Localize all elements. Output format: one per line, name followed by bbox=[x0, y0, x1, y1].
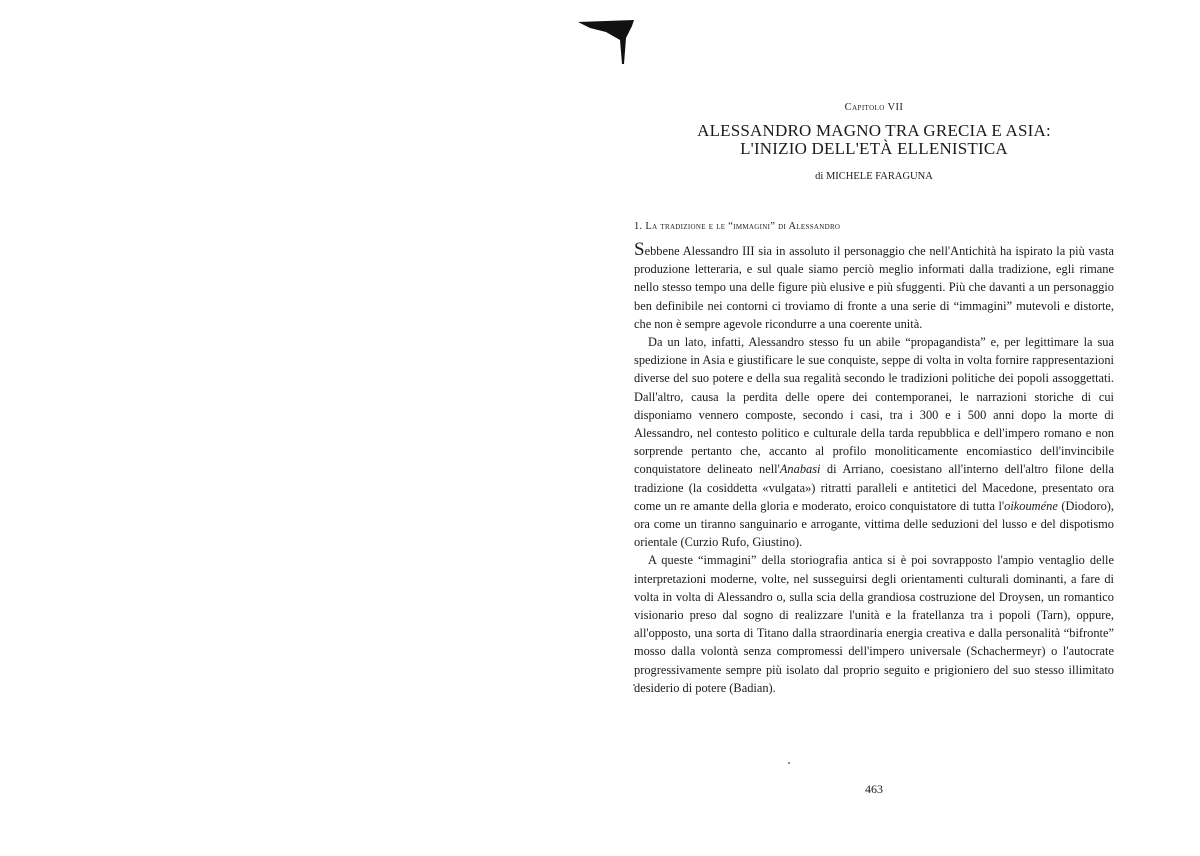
chapter-author: di MICHELE FARAGUNA bbox=[815, 171, 933, 182]
page-number: 463 bbox=[865, 782, 883, 796]
stray-mark bbox=[788, 762, 790, 764]
body-text bbox=[634, 239, 1114, 697]
paragraph-text: A queste “immagini” della storiografia antica si è poi sovrapposto l'ampio ventaglio delle interpretazioni moderne, volte, nel susseguirsi degli orientamenti culturali dominanti, a fare di volta in volta di Alessandro o, sulla scia della grandiosa costruzione del Droysen, un romantico visionario preso dal sogno di realizzare l'unità e la fratellanza tra i popoli (Tarn), oppure, all'opposto, una sorta di Titano dalla straordinaria energia creativa e dalla personalità “bifronte” mosso dalla volontà senza compromessi dell'impero universale (Schachermeyr) o l'autocrate progressivamente sempre più isolato dal proprio seguito e prigioniero del suo stesso illimitato desiderio di potere (Badian). bbox=[634, 553, 1114, 695]
initial-letter: S bbox=[634, 239, 645, 260]
paragraph-text: (Diodoro), ora come un tiranno sanguinario e arrogante, vittima delle seduzioni del lusso e del dispotismo orientale (Curzio Rufo, Giustino). bbox=[634, 498, 1114, 550]
section-heading: 1. La tradizione e le “immagini” di Alessandro bbox=[634, 221, 841, 232]
paragraph-text: Da un lato, infatti, Alessandro stesso fu un abile “propagandista” e, per legittimare la sua spedizione in Asia e giustificare le sue conquiste, seppe di volta in volta fornire rappresentazioni diverse del suo potere e della sua regalità secondo le tradizioni politiche dei popoli assoggettati. Dall'altro, causa la perdita delle opere dei contemporanei, le narrazioni storiche di cui disponiamo vennero composte, secondo i casi, tra i 300 e i 500 anni dopo la morte di Alessandro, nel contesto politico e culturale della tarda repubblica e dell'impero romano e non sorprende pertanto che, accanto al profilo monoliticamente encomiastico dell'invincibile conquistatore delineato nell' bbox=[634, 335, 1114, 477]
scan-artifact bbox=[576, 18, 636, 64]
chapter-title-line2: L'INIZIO DELL'ETÀ ELLENISTICA bbox=[740, 139, 1008, 158]
paragraph-text: di Arriano, coesistano all'interno dell'altro filone della tradizione (la cosiddetta «vulgata») ritratti paralleli e antitetici del Macedone, presentato ora come un re amante della gloria e moderato, eroico conquistatore di tutta l' bbox=[634, 462, 1114, 513]
paragraph bbox=[634, 333, 1114, 551]
chapter-title bbox=[634, 122, 1114, 158]
paragraph-text: ebbene Alessandro III sia in assoluto il personaggio che nell'Antichità ha ispirato la più vasta produzione letteraria, e sul quale siamo perciò meglio informati dalla tradizione, egli rimane nello stesso tempo una delle figure più elusive e più sfuggenti. Più che davanti a un personaggio ben definibile nei contorni ci troviamo di fronte a una serie di “immagini” mutevoli e distorte, che non è sempre agevole ricondurre a una coerente unità. bbox=[634, 244, 1114, 331]
paragraph bbox=[634, 239, 1114, 333]
chapter-title-line1: ALESSANDRO MAGNO TRA GRECIA E ASIA: bbox=[697, 121, 1051, 140]
italic-title: Anabasi bbox=[779, 462, 821, 477]
book-page bbox=[634, 100, 1114, 697]
italic-term: oikouméne bbox=[1004, 498, 1058, 513]
paragraph bbox=[634, 551, 1114, 697]
chapter-label: Capitolo VII bbox=[844, 102, 904, 113]
